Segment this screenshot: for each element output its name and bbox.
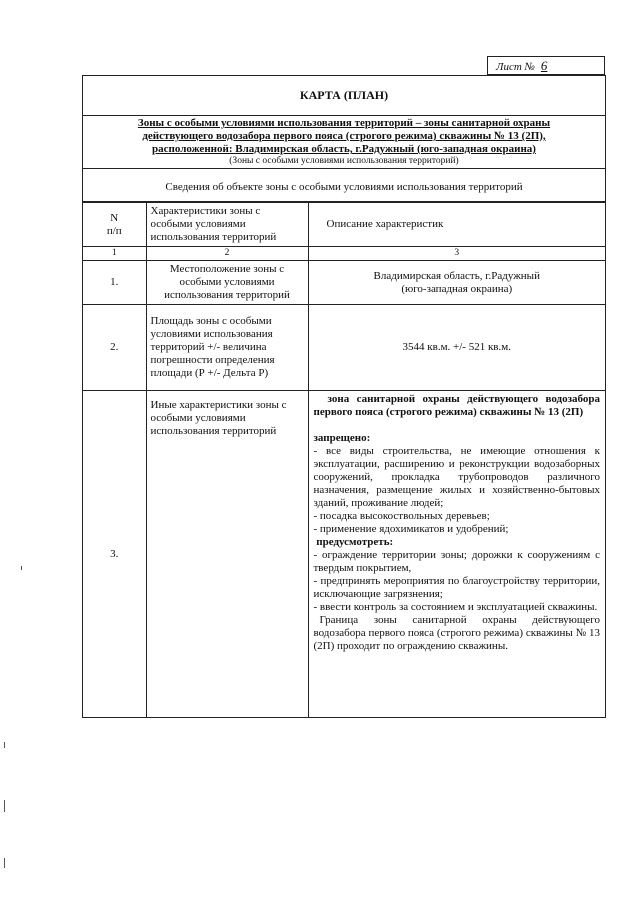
scan-mark bbox=[4, 800, 5, 812]
document-frame bbox=[82, 75, 606, 718]
sheet-number: 6 bbox=[540, 58, 548, 73]
info-heading: Сведения об объекте зоны с особыми условиями использования территорий bbox=[83, 169, 605, 202]
row-description bbox=[308, 391, 605, 718]
zone-caption: (Зоны с особыми условиями использования территорий) bbox=[229, 156, 459, 166]
row-description-line: (юго-западная окраина) bbox=[401, 282, 513, 295]
document-title: КАРТА (ПЛАН) bbox=[83, 76, 605, 116]
row-description bbox=[308, 261, 605, 305]
column-number: 1 bbox=[83, 247, 146, 261]
row-characteristic: Иные характеристики зоны с особыми условиями использования территорий bbox=[146, 391, 308, 718]
characteristics-table bbox=[83, 202, 605, 718]
scan-mark bbox=[21, 566, 22, 570]
row-description: 3544 кв.м. +/- 521 кв.м. bbox=[308, 305, 605, 391]
prohibited-item: - применение ядохимикатов и удобрений; bbox=[313, 523, 509, 535]
table-row bbox=[83, 305, 605, 391]
row-number: 1. bbox=[83, 261, 146, 305]
header-characteristics: Характеристики зоны с особыми условиями использования территорий bbox=[146, 203, 308, 247]
column-number-row bbox=[83, 247, 605, 261]
required-item: - ограждение территории зоны; дорожки к сооружениям с твердым покрытием, bbox=[313, 549, 600, 574]
table-row bbox=[83, 261, 605, 305]
prohibited-label: запрещено: bbox=[313, 432, 371, 444]
row-characteristic: Местоположение зоны с особыми условиями использования территорий bbox=[146, 261, 308, 305]
zone-name-line: расположенной: Владимирская область, г.Радужный (юго-западная окраина) bbox=[152, 143, 536, 155]
table-header-row bbox=[83, 203, 605, 247]
column-number: 3 bbox=[308, 247, 605, 261]
zone-header bbox=[83, 115, 605, 169]
scan-mark bbox=[4, 858, 5, 868]
table-row bbox=[83, 391, 605, 718]
column-number: 2 bbox=[146, 247, 308, 261]
spacer bbox=[314, 419, 601, 432]
zone-name bbox=[83, 117, 605, 156]
zone-name-line: Зоны с особыми условиями использования территорий – зоны санитарной охраны bbox=[137, 117, 551, 129]
prohibited-item: - все виды строительства, не имеющие отношения к эксплуатации, расширению и реконструкции водозаборных сооружений, прокладка трубопроводов различного назначения, размещение жилых и хозяйственно-бытовых зданий, проживание людей; bbox=[313, 445, 600, 509]
row-characteristic: Площадь зоны с особыми условиями использования территорий +/- величина погрешности определения площади (Р +/- Дельта Р) bbox=[146, 305, 308, 391]
sheet-number-box bbox=[487, 56, 605, 75]
zone-name-line: действующего водозабора первого пояса (строгого режима) скважины № 13 (2П), bbox=[142, 130, 546, 142]
row-number: 3. bbox=[83, 391, 146, 718]
boundary-text: Граница зоны санитарной охраны действующего водозабора первого пояса (строгого режима) скважины № 13 (2П) проходит по ограждению скважины. bbox=[313, 614, 600, 652]
row-number: 2. bbox=[83, 305, 146, 391]
header-n: N п/п bbox=[83, 203, 146, 247]
prohibited-item: - посадка высокоствольных деревьев; bbox=[313, 510, 490, 522]
sheet-label: Лист № bbox=[496, 61, 535, 73]
scan-mark bbox=[4, 742, 5, 748]
required-item: - ввести контроль за состоянием и эксплуатацией скважины. bbox=[313, 601, 598, 613]
required-label: предусмотреть: bbox=[313, 536, 394, 548]
zone-lead-text: зона санитарной охраны действующего водозабора первого пояса (строгого режима) скважины № 13 (2П) bbox=[313, 393, 600, 418]
row-description-line: Владимирская область, г.Радужный bbox=[373, 269, 540, 282]
header-description: Описание характеристик bbox=[308, 203, 605, 247]
required-item: - предпринять мероприятия по благоустройству территории, исключающие загрязнения; bbox=[313, 575, 600, 600]
